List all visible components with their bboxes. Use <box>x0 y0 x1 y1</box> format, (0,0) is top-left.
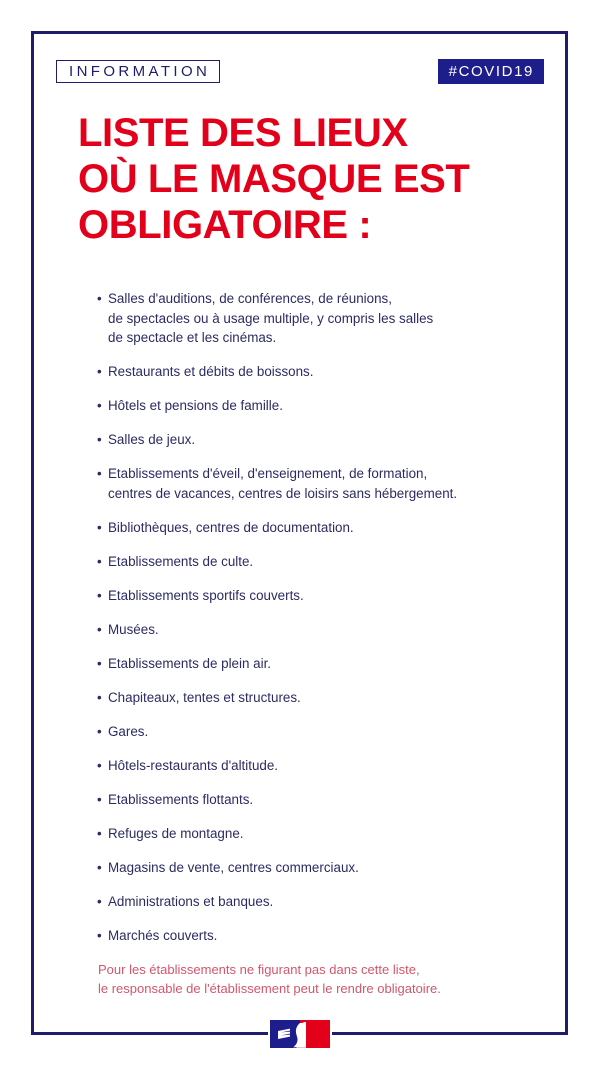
list-item <box>97 790 517 810</box>
list-item <box>97 688 517 708</box>
bullet-icon: • <box>97 757 102 773</box>
list-item-text <box>108 430 517 450</box>
list-item-text <box>108 362 517 382</box>
list-item-line: Salles de jeux. <box>108 432 196 447</box>
footer-note-line-2: le responsable de l'établissement peut le rendre obligatoire. <box>98 981 441 996</box>
list-item <box>97 396 517 416</box>
footer-note <box>98 960 528 998</box>
list-item <box>97 654 517 674</box>
title-line-3: OBLIGATOIRE : <box>78 203 372 247</box>
page-title <box>78 110 538 248</box>
list-item <box>97 362 517 382</box>
bullet-icon: • <box>97 859 102 875</box>
bullet-icon: • <box>97 723 102 739</box>
list-item-line: Etablissements d'éveil, d'enseignement, de formation, <box>108 466 428 481</box>
list-item-line: Salles d'auditions, de conférences, de réunions, <box>108 291 392 306</box>
list-item-line: Magasins de vente, centres commerciaux. <box>108 859 359 875</box>
list-item-text <box>108 926 517 946</box>
bullet-icon: • <box>97 466 102 481</box>
list-item <box>97 586 517 606</box>
bullet-icon: • <box>97 621 102 637</box>
list-item-line: Marchés couverts. <box>108 927 218 943</box>
list-item <box>97 722 517 742</box>
covid19-hashtag-badge: #COVID19 <box>438 59 544 84</box>
list-item <box>97 824 517 844</box>
bullet-icon: • <box>97 398 102 413</box>
list-item <box>97 552 517 572</box>
information-badge: INFORMATION <box>56 60 220 83</box>
list-item-line: de spectacles ou à usage multiple, y compris les salles <box>108 310 434 326</box>
list-item-text <box>108 289 517 348</box>
list-item-line: Etablissements de culte. <box>108 553 254 569</box>
bullet-icon: • <box>97 655 102 671</box>
list-item-text <box>108 722 517 742</box>
list-item-text <box>108 858 517 878</box>
footer-note-line-1: Pour les établissements ne figurant pas dans cette liste, <box>98 962 420 977</box>
list-item-text <box>108 552 517 572</box>
bullet-icon: • <box>97 587 102 603</box>
bullet-icon: • <box>97 791 102 807</box>
list-item <box>97 620 517 640</box>
bullet-icon: • <box>97 825 102 841</box>
list-item-line: Etablissements flottants. <box>108 791 254 807</box>
list-item <box>97 756 517 776</box>
list-item-text <box>108 586 517 606</box>
list-item-line: Chapiteaux, tentes et structures. <box>108 689 301 705</box>
list-item-text <box>108 790 517 810</box>
list-item-line: Administrations et banques. <box>108 893 274 909</box>
bullet-icon: • <box>97 553 102 569</box>
list-item-line: Refuges de montagne. <box>108 825 244 841</box>
list-item <box>97 464 517 503</box>
list-item-line: de spectacle et les cinémas. <box>108 330 277 345</box>
bullet-icon: • <box>97 519 102 535</box>
list-item-line: Gares. <box>108 723 149 739</box>
list-item-text <box>108 892 517 912</box>
list-item <box>97 518 517 538</box>
list-item <box>97 858 517 878</box>
title-line-1: LISTE DES LIEUX <box>78 111 408 155</box>
bullet-icon: • <box>97 689 102 705</box>
list-item-text <box>108 688 517 708</box>
list-item-line: Restaurants et débits de boissons. <box>108 364 314 379</box>
list-item-line: Hôtels et pensions de famille. <box>108 398 283 413</box>
list-item-text <box>108 756 517 776</box>
marianne-french-republic-logo <box>268 1018 332 1050</box>
list-item-line: Musées. <box>108 621 159 637</box>
list-item <box>97 289 517 348</box>
list-item-line: Hôtels-restaurants d'altitude. <box>108 757 279 773</box>
list-item-line: Bibliothèques, centres de documentation. <box>108 519 354 535</box>
bullet-icon: • <box>97 432 102 447</box>
list-item <box>97 926 517 946</box>
header-row <box>56 58 544 84</box>
bullet-icon: • <box>97 291 102 306</box>
bullet-icon: • <box>97 893 102 909</box>
list-item-text <box>108 518 517 538</box>
list-item-text <box>108 824 517 844</box>
title-line-2: OÙ LE MASQUE EST <box>78 157 470 201</box>
list-item <box>97 430 517 450</box>
bullet-icon: • <box>97 927 102 943</box>
list-item-line: centres de vacances, centres de loisirs sans hébergement. <box>108 485 458 501</box>
list-item-text <box>108 620 517 640</box>
list-item-text <box>108 396 517 416</box>
list-item-text <box>108 464 517 503</box>
bullet-icon: • <box>97 364 102 379</box>
list-item-line: Etablissements de plein air. <box>108 655 272 671</box>
mandatory-mask-locations-list <box>97 289 517 960</box>
list-item-line: Etablissements sportifs couverts. <box>108 587 304 603</box>
list-item <box>97 892 517 912</box>
list-item-text <box>108 654 517 674</box>
